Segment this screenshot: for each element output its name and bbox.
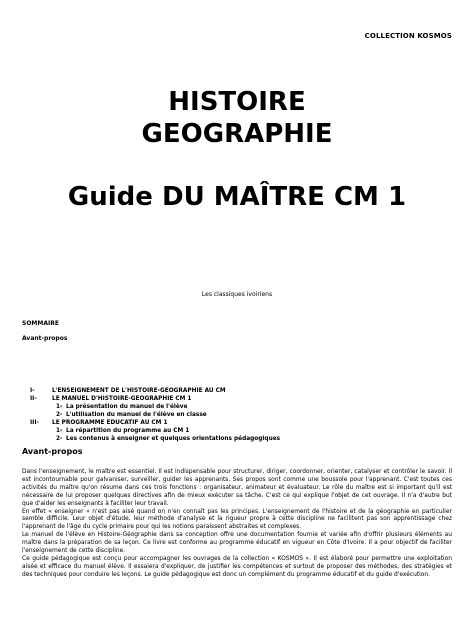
toc-number: I- bbox=[30, 388, 35, 394]
paragraph: Ce guide pédagogique est conçu pour accompagner les ouvrages de la collection « KOSMOS ». Il est élaboré pour permettre une exploitation aisée et efficace du manuel élève. Il essaiera d'expliquer, de justifier les compétences et surtout de proposer des méthodes, des stratégies et des techniques pour conduire les leçons. Le guide pédagogique est donc un complément du programme éducatif et du guide d'exécution. bbox=[22, 555, 452, 578]
guide-title: Guide DU MAÎTRE CM 1 bbox=[67, 182, 407, 212]
toc-number: II- bbox=[30, 396, 37, 402]
toc-subitem bbox=[30, 411, 450, 419]
toc-text: LE PROGRAMME EDUCATIF AU CM 1 bbox=[52, 420, 168, 426]
paragraph: Le manuel de l'élève en Histoire-Géographie dans sa conception offre une documentation fournie et variée afin d'offrir plusieurs éléments au maître dans la préparation de sa leçon. Ce livre est conforme au programme éducatif en vigueur en Côte d'Ivoire. Il a pour objectif de faciliter l'enseignement de cette discipline. bbox=[22, 532, 452, 555]
title-line-2: GEOGRAPHIE bbox=[141, 119, 333, 149]
title-line-1: HISTOIRE bbox=[168, 87, 306, 117]
toc-number: III- bbox=[30, 420, 39, 426]
toc-subitem bbox=[30, 403, 450, 411]
publisher-line: Les classiques ivoiriens bbox=[201, 291, 273, 298]
toc-text: Les contenus à enseigner et quelques orientations pédagogiques bbox=[66, 436, 281, 442]
collection-label: COLLECTION KOSMOS bbox=[364, 32, 452, 40]
toc-item bbox=[30, 395, 450, 403]
avant-propos-body bbox=[22, 469, 452, 580]
toc-number: 1- bbox=[56, 404, 63, 410]
toc-number: 2- bbox=[56, 436, 63, 442]
paragraph: En effet « enseigner » n'est pas aisé quand on n'en connaît pas les principes. L'enseignement de l'histoire et de la géographie en particulier semble difficile. Leur objet d'étude, leur méthode d'analyse et la rigueur propre à cette discipline ne facilitent pas son apprentissage chez l'apprenant de l'âge du cycle primaire pour qui les notions paraissent abstraites et complexes. bbox=[22, 508, 452, 531]
title-block bbox=[0, 86, 474, 150]
toc-number: 2- bbox=[56, 412, 63, 418]
toc-subitem bbox=[30, 435, 450, 443]
toc-text: L'utilisation du manuel de l'élève en classe bbox=[66, 412, 207, 418]
table-of-contents bbox=[30, 387, 450, 443]
toc-text: La présentation du manuel de l'élève bbox=[66, 404, 188, 410]
toc-item bbox=[30, 387, 450, 395]
paragraph: Dans l'enseignement, le maître est essentiel. Il est indispensable pour structurer, diriger, coordonner, orienter, catalyser et contrôler le savoir. Il est incontournable pour galvaniser, surveiller, guider les apprenants. Ses propos sont comme une boussole pour l'apprenant. C'est toutes ces activités du maître qu'on résume dans ces trois fonctions : organisateur, animateur et évaluateur. Le rôle du maître est si important qu'il est nécessaire de lui proposer quelques directives afin de mieux exécuter sa tâche. C'est ce qui explique l'objet de cet ouvrage. Il n'a d'autre but que d'aider les enseignants à faciliter leur travail. bbox=[22, 469, 452, 507]
toc-text: L'ENSEIGNEMENT DE L'HISTOIRE-GEOGRAPHIE AU CM bbox=[52, 388, 226, 394]
toc-number: 1- bbox=[56, 428, 63, 434]
toc-item bbox=[30, 419, 450, 427]
sommaire-avant-propos: Avant-propos bbox=[22, 335, 68, 342]
toc-text: La répartition du programme au CM 1 bbox=[66, 428, 190, 434]
toc-text: LE MANUEL D'HISTOIRE-GEOGRAPHIE CM 1 bbox=[52, 396, 192, 402]
toc-subitem bbox=[30, 427, 450, 435]
avant-propos-heading: Avant-propos bbox=[22, 447, 83, 456]
sommaire-heading: SOMMAIRE bbox=[22, 320, 59, 327]
